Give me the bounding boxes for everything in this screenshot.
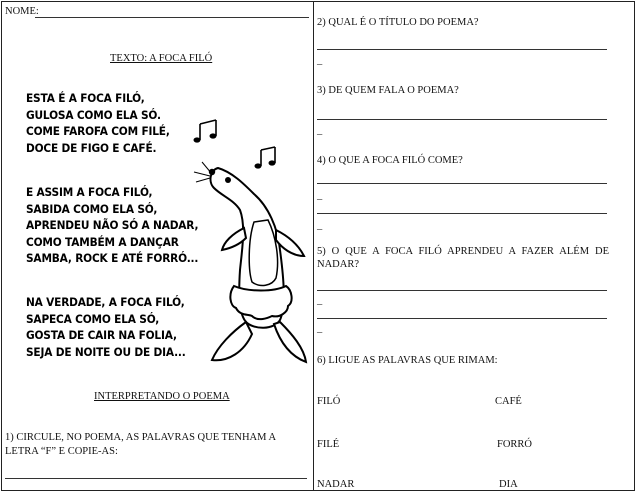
poem-line: COMO TAMBÉM A DANÇAR bbox=[26, 234, 179, 249]
poem-line: ESTA É A FOCA FILÓ, bbox=[26, 91, 145, 105]
question-5: 5) O QUE A FOCA FILÓ APRENDEU A FAZER ALÉM DE NADAR? bbox=[317, 246, 609, 270]
answer-line-4a[interactable] bbox=[317, 183, 607, 184]
answer-line-1[interactable] bbox=[5, 478, 307, 479]
poem-line: APRENDEU NÃO SÓ A NADAR, bbox=[26, 218, 199, 232]
rhyme-right-3[interactable]: DIA bbox=[499, 479, 518, 490]
rhyme-left-1[interactable]: FILÓ bbox=[317, 396, 341, 407]
answer-dash: – bbox=[317, 129, 323, 140]
music-note-icon bbox=[255, 147, 276, 169]
rhyme-right-2[interactable]: FORRÓ bbox=[497, 439, 533, 450]
question-4: 4) O QUE A FOCA FILÓ COME? bbox=[317, 155, 463, 166]
question-1-line-1: 1) CIRCULE, NO POEMA, AS PALAVRAS QUE TENHAM A bbox=[5, 432, 277, 443]
poem-line: NA VERDADE, A FOCA FILÓ, bbox=[26, 295, 185, 309]
question-2: 2) QUAL É O TÍTULO DO POEMA? bbox=[317, 17, 479, 28]
poem-line: SAMBA, ROCK E ATÉ FORRÓ... bbox=[26, 251, 199, 265]
poem-line: SAPECA COMO ELA SÓ, bbox=[26, 311, 160, 326]
answer-dash: – bbox=[317, 59, 323, 70]
rhyme-left-3[interactable]: NADAR bbox=[317, 479, 355, 490]
question-6: 6) LIGUE AS PALAVRAS QUE RIMAM: bbox=[317, 355, 498, 366]
question-3: 3) DE QUEM FALA O POEMA? bbox=[317, 85, 459, 96]
poem-line: GOSTA DE CAIR NA FOLIA, bbox=[26, 328, 177, 342]
poem-line: SEJA DE NOITE OU DE DIA... bbox=[26, 344, 186, 359]
name-label: NOME: bbox=[5, 6, 39, 17]
worksheet bbox=[1, 1, 635, 491]
poem-stanza-3 bbox=[26, 294, 186, 360]
poem-stanza-2 bbox=[26, 184, 198, 267]
poem-line: COME FAROFA COM FILÉ, bbox=[26, 124, 170, 138]
section-interpretando: INTERPRETANDO O POEMA bbox=[94, 391, 230, 402]
answer-line-2[interactable] bbox=[317, 49, 607, 50]
answer-line-4b[interactable] bbox=[317, 213, 607, 214]
answer-line-5a[interactable] bbox=[317, 290, 607, 291]
poem-line: E ASSIM A FOCA FILÓ, bbox=[26, 185, 153, 199]
music-note-icon bbox=[194, 120, 217, 143]
poem-line: DOCE DE FIGO E CAFÉ. bbox=[26, 140, 157, 155]
answer-dash: – bbox=[317, 299, 323, 310]
seal-illustration bbox=[188, 110, 314, 382]
answer-line-3[interactable] bbox=[317, 119, 607, 120]
rhyme-right-1[interactable]: CAFÉ bbox=[495, 396, 522, 407]
answer-line-5b[interactable] bbox=[317, 318, 607, 319]
answer-dash: – bbox=[317, 327, 323, 338]
rhyme-left-2[interactable]: FILÉ bbox=[317, 439, 340, 450]
poem-stanza-1 bbox=[26, 90, 170, 156]
question-1-line-2: LETRA “F” E COPIE-AS: bbox=[5, 446, 118, 457]
answer-dash: – bbox=[317, 194, 323, 205]
poem-line: GULOSA COMO ELA SÓ. bbox=[26, 107, 161, 122]
answer-dash: – bbox=[317, 224, 323, 235]
poem-line: SABIDA COMO ELA SÓ, bbox=[26, 201, 158, 216]
text-title: TEXTO: A FOCA FILÓ bbox=[110, 53, 213, 64]
name-line bbox=[35, 17, 309, 18]
